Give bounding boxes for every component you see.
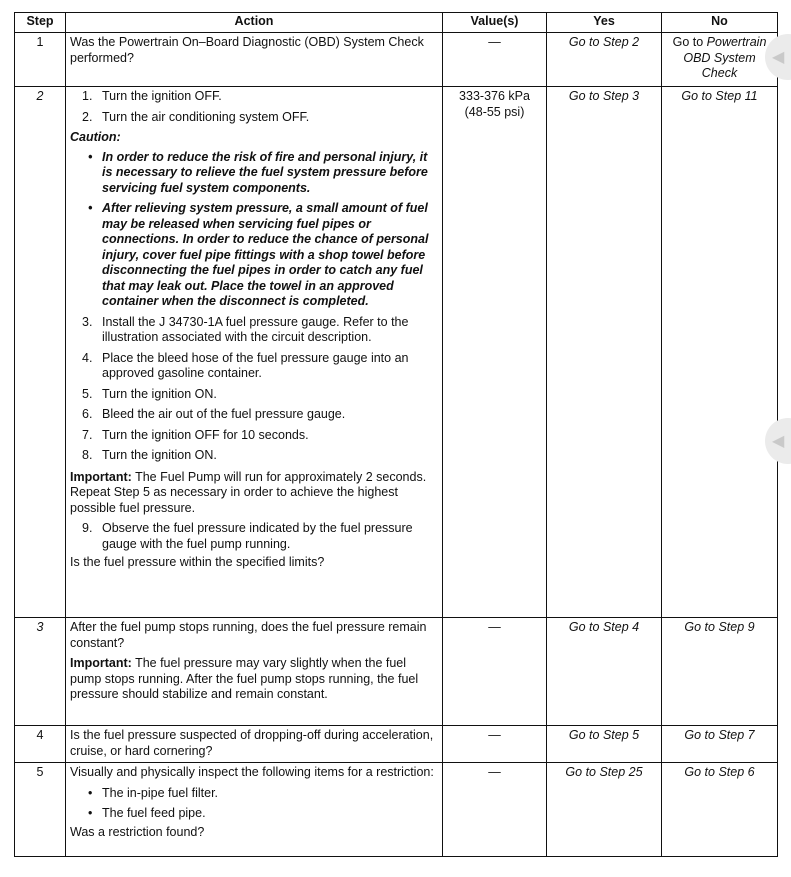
- action-cell: [66, 87, 443, 618]
- caution-item: • In order to reduce the risk of fire and personal injury, it is necessary to relieve the fuel system pressure before servicing fuel system components.: [88, 149, 428, 195]
- important-note: Important: The fuel pressure may vary slightly when the fuel pump stops running. After the fuel pump stops running, the fuel pressure should stabilize and remain constant.: [70, 656, 419, 701]
- value-cell: —: [443, 726, 547, 763]
- value-psi: (48-55 psi): [464, 104, 525, 119]
- value-cell: [443, 87, 547, 618]
- list-item: 6. Bleed the air out of the fuel pressure gauge.: [82, 407, 346, 421]
- question-text: Is the fuel pressure within the specified limits?: [70, 555, 325, 569]
- list-item: 2. Turn the air conditioning system OFF.: [82, 109, 310, 124]
- header-row: [15, 13, 778, 33]
- step-number: 3: [15, 618, 66, 726]
- list-item: 4. Place the bleed hose of the fuel pressure gauge into an approved gasoline container.: [82, 350, 409, 380]
- important-label: Important:: [70, 656, 132, 670]
- no-prefix: Go to: [672, 35, 704, 49]
- no-cell: Go to Step 9: [662, 618, 778, 726]
- yes-cell: Go to Step 3: [547, 87, 662, 618]
- header-action: Action: [66, 13, 443, 33]
- question-text: After the fuel pump stops running, does the fuel pressure remain constant?: [70, 620, 427, 650]
- list-item: 5. Turn the ignition ON.: [82, 386, 217, 401]
- action-cell: [66, 618, 443, 726]
- no-cell: [662, 33, 778, 87]
- value-cell: —: [443, 618, 547, 726]
- step-number: 2: [15, 87, 66, 618]
- step-number: 1: [15, 33, 66, 87]
- instruction-text: Visually and physically inspect the following items for a restriction:: [70, 765, 434, 779]
- list-item: • The fuel feed pipe.: [88, 806, 206, 820]
- list-item: 1. Turn the ignition OFF.: [82, 89, 222, 103]
- action-cell: [66, 726, 443, 763]
- table-row: [15, 726, 778, 763]
- diagnostic-table: [14, 12, 778, 857]
- yes-cell: Go to Step 25: [547, 763, 662, 857]
- important-label: Important:: [70, 469, 132, 484]
- step-number: 4: [15, 726, 66, 763]
- no-link-text: Powertrain OBD System Check: [683, 35, 767, 80]
- list-item: • The in-pipe fuel filter.: [88, 785, 219, 800]
- action-cell: [66, 763, 443, 857]
- important-note: Important: The Fuel Pump will run for approximately 2 seconds. Repeat Step 5 as necessary in order to achieve the highest possible fuel pressure.: [70, 469, 427, 515]
- header-step: Step: [15, 13, 66, 33]
- header-values: Value(s): [443, 13, 547, 33]
- question-text: Was a restriction found?: [70, 824, 205, 839]
- table-row: [15, 618, 778, 726]
- no-cell: Go to Step 6: [662, 763, 778, 857]
- step-number: 5: [15, 763, 66, 857]
- caution-item: • After relieving system pressure, a small amount of fuel may be released when servicing fuel pipes or connections. In order to reduce the chance of personal injury, cover fuel pipe fittings with a shop towel before disconnecting the fuel pipes in order to catch any fuel that may leak out. Place the towel in an approved container when the disconnect is completed.: [88, 201, 429, 308]
- table-row: [15, 763, 778, 857]
- caution-label: Caution:: [70, 130, 121, 144]
- value-cell: —: [443, 763, 547, 857]
- question-text: Was the Powertrain On–Board Diagnostic (OBD) System Check performed?: [70, 35, 424, 65]
- action-cell: [66, 33, 443, 87]
- list-item: 7. Turn the ignition OFF for 10 seconds.: [82, 427, 309, 442]
- no-cell: Go to Step 11: [662, 87, 778, 618]
- table-row: [15, 33, 778, 87]
- no-cell: Go to Step 7: [662, 726, 778, 763]
- header-no: No: [662, 13, 778, 33]
- yes-cell: Go to Step 4: [547, 618, 662, 726]
- list-item: 3. Install the J 34730-1A fuel pressure gauge. Refer to the illustration associated with the circuit description.: [82, 314, 409, 344]
- list-item: 8. Turn the ignition ON.: [82, 448, 217, 462]
- list-item: 9. Observe the fuel pressure indicated by the fuel pressure gauge with the fuel pump running.: [82, 521, 413, 551]
- header-yes: Yes: [547, 13, 662, 33]
- chevron-icon: ◀: [772, 433, 785, 450]
- chevron-icon: ◀: [772, 49, 785, 66]
- table-row: [15, 87, 778, 618]
- yes-cell: Go to Step 5: [547, 726, 662, 763]
- value-kpa: 333-376 kPa: [459, 89, 530, 103]
- value-cell: —: [443, 33, 547, 87]
- question-text: Is the fuel pressure suspected of dropping-off during acceleration, cruise, or hard cornering?: [70, 728, 434, 758]
- yes-cell: Go to Step 2: [547, 33, 662, 87]
